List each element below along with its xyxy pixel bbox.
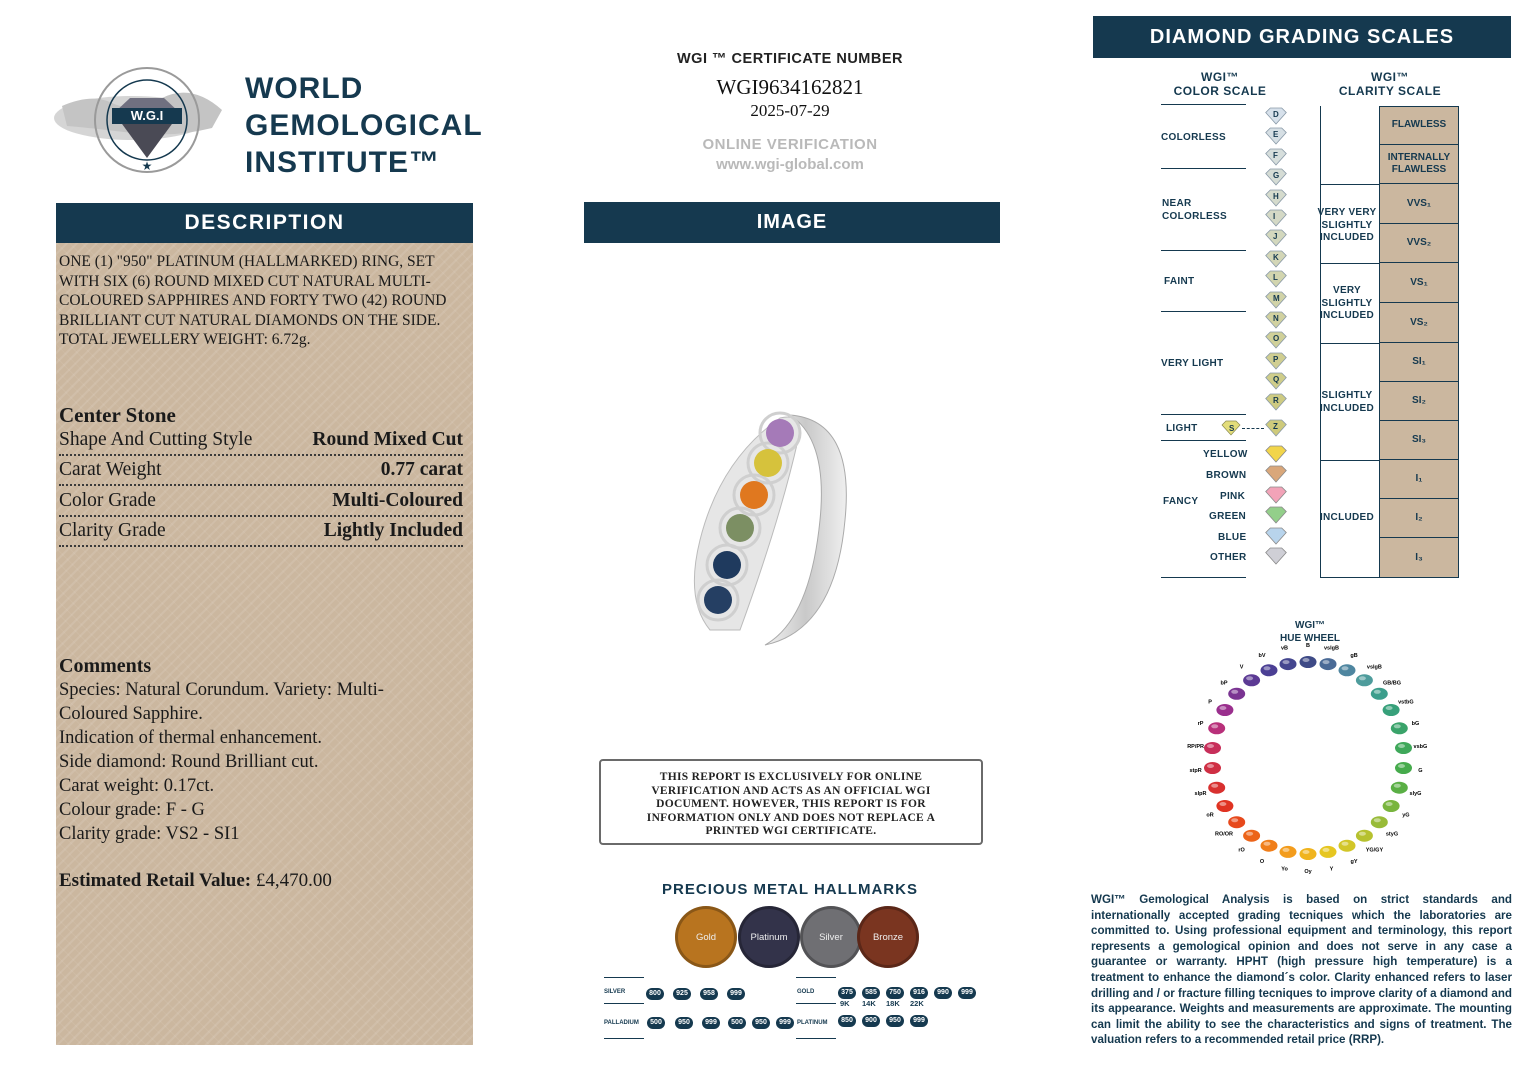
divider <box>1320 343 1379 344</box>
certificate-date: 2025-07-29 <box>750 101 830 120</box>
diamond-icon <box>1264 210 1288 226</box>
hallmark-badge: 585 <box>862 987 880 999</box>
color-group-very-light: VERY LIGHT <box>1161 358 1224 369</box>
hue-label: vslgB <box>1324 645 1339 652</box>
hue-gem-highlight <box>1323 848 1330 852</box>
description-panel <box>56 243 473 1045</box>
gold-label: GOLD <box>797 989 815 995</box>
fancy-diamond-icon <box>1264 507 1288 523</box>
clarity-grade-cell: I₃ <box>1415 552 1423 563</box>
divider <box>1161 168 1246 169</box>
hue-label: RO/OR <box>1214 831 1234 838</box>
ring-image <box>670 400 860 655</box>
hue-label: V <box>1239 664 1244 671</box>
hallmark-badge: 900 <box>862 1015 880 1027</box>
color-letter: Z <box>1273 422 1278 431</box>
spec-row-shape: Shape And Cutting Style Round Mixed Cut <box>59 424 463 456</box>
fancy-diamond-icon <box>1264 528 1288 544</box>
hue-gem-icon <box>1204 762 1222 775</box>
hue-label: rO <box>1238 847 1245 854</box>
divider <box>1161 414 1246 415</box>
comment-line: Carat weight: 0.17ct. <box>59 776 215 796</box>
hue-gem-icon <box>1204 742 1222 755</box>
color-group-colorless: COLORLESS <box>1161 132 1226 143</box>
silver-label: SILVER <box>604 989 626 995</box>
hallmark-badge: 950 <box>675 1017 693 1029</box>
hue-label: vstbG <box>1398 699 1414 706</box>
hue-label: YG/GY <box>1365 847 1384 854</box>
hallmark-badge: 916 <box>910 987 928 999</box>
fancy-diamond-icon <box>1264 446 1288 462</box>
hallmark-badge: 500 <box>647 1017 665 1029</box>
hallmark-badge: 375 <box>838 987 856 999</box>
fancy-green: GREEN <box>1209 511 1247 522</box>
color-grade-O <box>1264 332 1290 348</box>
color-grade-F <box>1264 149 1290 165</box>
svg-text:W.G.I: W.G.I <box>130 108 164 123</box>
color-letter: P <box>1273 354 1279 364</box>
color-group-faint: FAINT <box>1164 276 1195 287</box>
hue-gem-icon <box>1319 658 1337 671</box>
color-grade-J <box>1264 230 1290 246</box>
color-grade-M <box>1264 292 1290 308</box>
hallmark-badge: 958 <box>700 988 718 1000</box>
hue-gem-highlight <box>1323 660 1330 664</box>
hue-gem-highlight <box>1283 660 1290 664</box>
hue-gem-highlight <box>1219 706 1226 710</box>
spec-row-carat: Carat Weight 0.77 carat <box>59 454 463 486</box>
hue-label: slpR <box>1194 790 1207 797</box>
hue-gem-icon <box>1243 829 1261 842</box>
karat-label: 9K <box>840 999 850 1008</box>
platinum-label: PLATINUM <box>797 1020 828 1026</box>
fancy-diamond-icon <box>1264 548 1288 564</box>
online-verification-label: ONLINE VERIFICATION <box>702 136 878 153</box>
clarity-grade-cell: SI₂ <box>1379 382 1459 421</box>
hue-label: bP <box>1220 680 1228 687</box>
online-verification-notice: THIS REPORT IS EXCLUSIVELY FOR ONLINE VERIFICATION AND ACTS AS AN OFFICIAL WGI DOCUMENT. HOWEVER, THIS REPORT IS FOR INFORMATION ONLY AND DOES NOT REPLACE A PRINTED WGI CERTIFICATE. <box>599 759 983 845</box>
comment-line: Species: Natural Corundum. Variety: Multi- <box>59 680 384 700</box>
divider <box>1320 460 1379 461</box>
divider <box>604 1003 644 1004</box>
hue-label: vsbG <box>1413 744 1428 751</box>
hue-gem-icon <box>1370 816 1388 829</box>
hue-label: P <box>1208 699 1212 706</box>
karat-label: 18K <box>886 999 900 1008</box>
hallmark-badge: 999 <box>727 988 745 1000</box>
hue-gem-icon <box>1299 656 1317 669</box>
hue-gem-icon <box>1208 781 1226 794</box>
verification-url[interactable]: www.wgi-global.com <box>716 156 864 173</box>
hue-gem-highlight <box>1386 802 1393 806</box>
hue-label: styG <box>1385 831 1399 838</box>
hue-label: stpR <box>1189 767 1202 774</box>
hue-label: O <box>1259 859 1265 866</box>
image-header: IMAGE <box>584 202 1000 243</box>
fancy-diamond-icon <box>1264 466 1288 482</box>
gold-medal-icon: Gold <box>675 906 737 968</box>
description-text: ONE (1) "950" PLATINUM (HALLMARKED) RING, SET WITH SIX (6) ROUND MIXED CUT NATURAL MULTI-COLOURED SAPPHIRES AND FORTY TWO (42) ROUND BRILLIANT CUT NATURAL DIAMONDS ON THE SIDE. TOTAL JEWELLERY WEIGHT: 6.72g. <box>59 253 447 348</box>
hallmark-badge: 950 <box>886 1015 904 1027</box>
color-grade-Z <box>1264 420 1290 436</box>
karat-label: 22K <box>910 999 924 1008</box>
color-grade-G <box>1264 169 1290 185</box>
clarity-grade-cell: VVS₁ <box>1379 184 1459 224</box>
silver-medal-icon: Silver <box>800 906 862 968</box>
description-header: DESCRIPTION <box>56 203 473 243</box>
divider <box>1320 184 1379 185</box>
hue-wheel-title: WGI™ HUE WHEEL <box>1280 620 1340 644</box>
divider <box>1242 428 1264 429</box>
bronze-medal-icon: Bronze <box>857 906 919 968</box>
divider <box>796 1038 836 1039</box>
hue-gem-highlight <box>1219 802 1226 806</box>
hallmark-badge: 999 <box>958 987 976 999</box>
hue-gem-highlight <box>1303 658 1310 662</box>
grading-scales-header: DIAMOND GRADING SCALES <box>1093 16 1511 58</box>
hallmark-badge: 999 <box>910 1015 928 1027</box>
color-letter: L <box>1273 273 1278 283</box>
color-letter: R <box>1273 395 1279 405</box>
color-letter: Q <box>1273 375 1280 385</box>
clarity-group-i: INCLUDED <box>1319 512 1375 523</box>
hue-gem-highlight <box>1207 744 1214 748</box>
platinum-medal-icon: Platinum <box>738 906 800 968</box>
clarity-grade-cell: VVS₂ <box>1379 224 1459 263</box>
color-letter: H <box>1273 191 1279 201</box>
fancy-brown: BROWN <box>1206 470 1247 481</box>
color-group-fancy: FANCY <box>1163 496 1199 507</box>
hue-gem-highlight <box>1359 676 1366 680</box>
hue-gem-highlight <box>1246 832 1253 836</box>
hallmark-badge: 999 <box>776 1017 794 1029</box>
hue-gem-highlight <box>1283 848 1290 852</box>
hue-label: G <box>1418 767 1423 774</box>
color-letter: N <box>1273 314 1279 323</box>
hue-gem-icon <box>1390 722 1408 735</box>
color-scale-title: WGI™ COLOR SCALE <box>1173 70 1267 98</box>
color-letter: K <box>1273 252 1279 262</box>
clarity-grade-cell: FLAWLESS <box>1379 106 1459 145</box>
color-grade-K <box>1264 251 1290 267</box>
hue-gem-highlight <box>1398 764 1405 768</box>
hue-gem-highlight <box>1231 818 1238 822</box>
clarity-grade-cell: I₂ <box>1379 499 1459 538</box>
certificate-label: WGI ™ CERTIFICATE NUMBER <box>677 51 903 67</box>
hallmark-badge: 990 <box>934 987 952 999</box>
spec-row-clarity: Clarity Grade Lightly Included <box>59 515 463 547</box>
hue-label: yG <box>1402 812 1410 819</box>
hue-label: gY <box>1350 859 1358 866</box>
hue-gem-highlight <box>1394 724 1401 728</box>
hue-gem-icon <box>1299 848 1317 861</box>
comment-line: Clarity grade: VS2 - SI1 <box>59 824 240 844</box>
color-grade-Q <box>1264 373 1290 389</box>
color-grade-N <box>1264 312 1290 328</box>
hue-gem-highlight <box>1386 706 1393 710</box>
divider <box>1161 440 1246 441</box>
clarity-grade-cell: INTERNALLY FLAWLESS <box>1379 145 1459 184</box>
divider <box>1161 577 1246 578</box>
color-group-near-colorless: NEAR COLORLESS <box>1162 198 1227 222</box>
hue-gem-icon <box>1338 839 1356 852</box>
hue-gem-icon <box>1260 664 1278 677</box>
hue-gem-icon <box>1382 800 1400 813</box>
hallmark-badge: 950 <box>752 1017 770 1029</box>
hue-gem-icon <box>1279 845 1297 858</box>
fancy-diamond-icon <box>1264 487 1288 503</box>
hue-gem-highlight <box>1303 850 1310 854</box>
comment-line: Side diamond: Round Brilliant cut. <box>59 752 319 772</box>
hue-gem-highlight <box>1374 818 1381 822</box>
hue-gem-icon <box>1216 704 1234 717</box>
hue-gem-highlight <box>1264 666 1271 670</box>
hue-label: RP/PR <box>1187 744 1205 751</box>
hue-gem-icon <box>1338 664 1356 677</box>
fancy-yellow: YELLOW <box>1203 449 1248 460</box>
hue-gem-icon <box>1228 687 1246 700</box>
estimated-retail-value: Estimated Retail Value: £4,470.00 <box>59 870 332 891</box>
fancy-pink: PINK <box>1220 491 1246 502</box>
hallmark-badge: 800 <box>646 988 664 1000</box>
hallmarks-title: PRECIOUS METAL HALLMARKS <box>662 881 918 898</box>
color-grade-D <box>1264 108 1290 124</box>
hue-gem-highlight <box>1342 842 1349 846</box>
color-grade-L <box>1264 271 1290 287</box>
institute-name: WORLD GEMOLOGICAL INSTITUTE™ <box>245 72 483 179</box>
hue-gem-highlight <box>1207 764 1214 768</box>
hue-gem-highlight <box>1398 744 1405 748</box>
hue-gem-icon <box>1208 722 1226 735</box>
hallmark-badge: 750 <box>886 987 904 999</box>
hallmark-badge: 850 <box>838 1015 856 1027</box>
hue-gem-icon <box>1260 839 1278 852</box>
comments-title: Comments <box>59 655 152 677</box>
hue-gem-highlight <box>1231 690 1238 694</box>
hue-label: vB <box>1280 645 1289 652</box>
clarity-grade-cell: SI₁ <box>1379 343 1459 382</box>
divider <box>1161 104 1246 105</box>
hallmark-badge: 925 <box>673 988 691 1000</box>
color-letter: G <box>1273 171 1280 181</box>
clarity-scale-title: WGI™ CLARITY SCALE <box>1338 70 1442 98</box>
clarity-grade-cell: VS₂ <box>1379 303 1459 343</box>
clarity-grade-cell: I₁ <box>1379 460 1459 499</box>
divider <box>1320 263 1379 264</box>
hue-gem-icon <box>1279 658 1297 671</box>
hue-label: bV <box>1258 652 1266 659</box>
legal-disclaimer: WGI™ Gemological Analysis is based on strict standards and internationally accepted grading tecniques which the laboratories are committed to. Using professional equipment and terminology, this report represents a gemological opinion and does not serve in any case a guarantee or warranty. HPHT (high pressure high temperature) is a treatment to enhance the diamond´s color. Clarity enhanced refers to laser drilling and / or fracture filling tecniques to improve clarity of a diamond and its appearance. Weights and measurements are approximate. The mounting can limit the ability to see the characteristics and signs of treatment. The valuation refers to a recommended retail price (RRP). <box>1091 893 1512 1047</box>
hue-gem-icon <box>1216 800 1234 813</box>
hue-gem-highlight <box>1342 666 1349 670</box>
hue-gem-icon <box>1355 674 1373 687</box>
hue-gem-icon <box>1243 674 1261 687</box>
hue-wheel <box>1170 640 1440 875</box>
color-grade-H <box>1264 190 1290 206</box>
center-stone-title: Center Stone <box>59 403 176 427</box>
hue-label: rP <box>1197 721 1204 728</box>
clarity-grade-cell: SI₃ <box>1379 421 1459 460</box>
color-grade-I <box>1264 210 1290 226</box>
fancy-color-column <box>1264 446 1290 576</box>
color-group-light: LIGHT <box>1166 423 1198 434</box>
hue-label: slyG <box>1409 790 1422 797</box>
color-letter: E <box>1273 130 1279 140</box>
color-letter: D <box>1273 110 1279 119</box>
hue-label: Yo <box>1281 866 1288 873</box>
hue-gem-icon <box>1228 816 1246 829</box>
hue-gem-icon <box>1395 742 1413 755</box>
hue-gem-highlight <box>1211 724 1218 728</box>
divider <box>1161 250 1246 251</box>
comment-line: Coloured Sapphire. <box>59 704 203 724</box>
hue-gem-icon <box>1319 845 1337 858</box>
hue-label: oR <box>1206 812 1214 819</box>
hue-gem-icon <box>1390 781 1408 794</box>
certificate-number: WGI9634162821 <box>716 75 864 99</box>
color-letter: I <box>1273 212 1276 221</box>
hue-label: vslgB <box>1366 664 1382 671</box>
color-letter: J <box>1273 232 1278 242</box>
divider <box>604 977 644 978</box>
hue-label: bG <box>1411 721 1420 728</box>
hue-gem-highlight <box>1211 784 1218 788</box>
color-letter: M <box>1273 293 1280 303</box>
hue-label: Y <box>1329 866 1334 873</box>
divider <box>1161 311 1246 312</box>
color-letter: S <box>1229 424 1235 433</box>
color-grade-P <box>1264 353 1290 369</box>
divider <box>604 1038 644 1039</box>
palladium-label: PALLADIUM <box>604 1020 639 1026</box>
divider <box>796 1003 836 1004</box>
karat-label: 14K <box>862 999 876 1008</box>
hue-label: gB <box>1350 652 1358 659</box>
spec-row-color: Color Grade Multi-Coloured <box>59 485 463 517</box>
hallmark-badge: 500 <box>728 1017 746 1029</box>
hue-label: B <box>1306 643 1310 649</box>
hue-gem-icon <box>1355 829 1373 842</box>
hue-gem-highlight <box>1264 842 1271 846</box>
clarity-group-si: SLIGHTLY INCLUDED <box>1319 390 1375 414</box>
wgi-logo <box>52 58 242 183</box>
color-grade-E <box>1264 128 1290 144</box>
svg-text:★: ★ <box>141 159 153 173</box>
comment-line: Colour grade: F - G <box>59 800 205 820</box>
color-letter: F <box>1273 150 1278 160</box>
comment-line: Indication of thermal enhancement. <box>59 728 323 748</box>
hallmark-badge: 999 <box>702 1017 720 1029</box>
clarity-group-vs: VERY SLIGHTLY INCLUDED <box>1319 285 1375 321</box>
hue-label: Oy <box>1304 869 1312 875</box>
clarity-group-vvs: VERY VERY SLIGHTLY INCLUDED <box>1317 207 1377 243</box>
divider <box>1320 106 1321 578</box>
divider <box>1320 577 1379 578</box>
hue-label: GB/BG <box>1382 680 1402 687</box>
hue-gem-highlight <box>1246 676 1253 680</box>
hue-gem-highlight <box>1359 832 1366 836</box>
clarity-grade-cell: VS₁ <box>1379 263 1459 303</box>
hue-gem-icon <box>1395 762 1413 775</box>
fancy-other: OTHER <box>1210 552 1247 563</box>
hue-gem-highlight <box>1374 690 1381 694</box>
hue-gem-highlight <box>1394 784 1401 788</box>
hue-gem-icon <box>1370 687 1388 700</box>
color-letter: O <box>1273 334 1280 344</box>
divider <box>796 977 836 978</box>
color-grade-R <box>1264 394 1290 410</box>
fancy-blue: BLUE <box>1218 532 1247 543</box>
